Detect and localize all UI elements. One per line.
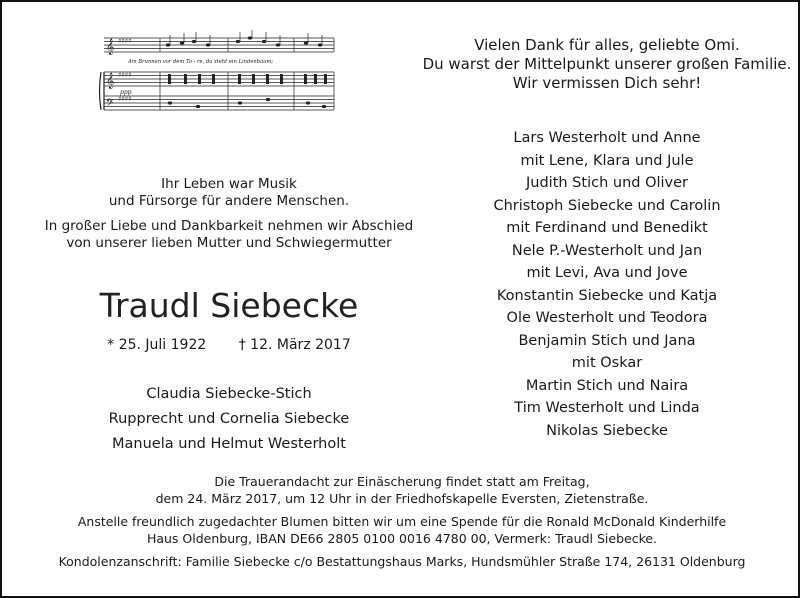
mourner-entry: Benjamin Stich und Jana bbox=[518, 332, 696, 349]
mourner-entry: Martin Stich und Naira bbox=[525, 377, 689, 394]
intro-line: Ihr Leben war Musik bbox=[161, 176, 297, 192]
service-info: dem 24. März 2017, um 12 Uhr in der Friedhofskapelle Eversten, Zietenstraße. bbox=[155, 491, 649, 506]
thanks-line: Wir vermissen Dich sehr! bbox=[512, 74, 702, 92]
mourner-entry: Tim Westerholt und Linda bbox=[514, 400, 700, 416]
mourner-entry: Nikolas Siebecke bbox=[546, 422, 668, 439]
service-notice bbox=[2, 473, 800, 570]
death-date: † 12. März 2017 bbox=[238, 337, 351, 353]
svg-text:♯♯♯♯: ♯♯♯♯ bbox=[118, 37, 132, 45]
service-info: Die Trauerandacht zur Einäscherung findet statt am Freitag, bbox=[214, 474, 590, 489]
svg-text:𝄢: 𝄢 bbox=[106, 97, 114, 111]
condolence-address: Kondolenzanschrift: Familie Siebecke c/o Bestattungshaus Marks, Hundsmühler Straße 174, 26131 Oldenburg bbox=[58, 554, 746, 569]
mourner-entry: Judith Stich und Oliver bbox=[526, 175, 688, 191]
thanks-message bbox=[422, 36, 792, 93]
intro-text bbox=[24, 176, 434, 252]
lyric-text: Am Brunnen vor dem To - re, da steht ein Lindenbaum; bbox=[128, 59, 274, 65]
children-list bbox=[24, 382, 434, 457]
thanks-line: Vielen Dank für alles, geliebte Omi. bbox=[474, 36, 740, 54]
dynamic-mark: ppp bbox=[120, 89, 132, 96]
thanks-line: Du warst der Mittelpunkt unserer großen Familie. bbox=[422, 55, 792, 73]
grandchildren-list bbox=[422, 127, 792, 442]
svg-text:♯♯♯♯: ♯♯♯♯ bbox=[118, 95, 132, 103]
mourner-entry: Lars Westerholt und Anne bbox=[513, 130, 701, 146]
mourner-entry: Nele P.-Westerholt und Jan bbox=[511, 242, 703, 259]
deceased-name: Traudl Siebecke bbox=[99, 286, 359, 325]
mourner-entry: Rupprecht und Cornelia Siebecke bbox=[108, 411, 350, 427]
donation-info: Anstelle freundlich zugedachter Blumen bitten wir um eine Spende für die Ronald McDonald Kinderhilfe bbox=[77, 514, 727, 529]
mourner-entry: Konstantin Siebecke und Katja bbox=[496, 287, 718, 304]
mourner-entry: Christoph Siebecke und Carolin bbox=[493, 197, 721, 214]
mourner-entry: Manuela und Helmut Westerholt bbox=[112, 436, 346, 452]
mourner-entry: Claudia Siebecke-Stich bbox=[146, 386, 312, 402]
mourner-entry: mit Oskar bbox=[571, 355, 643, 371]
life-dates bbox=[24, 336, 434, 354]
mourner-entry: mit Lene, Klara und Jule bbox=[520, 152, 694, 169]
mourner-entry: mit Ferdinand und Benedikt bbox=[506, 220, 708, 236]
intro-line: von unserer lieben Mutter und Schwiegermutter bbox=[66, 235, 392, 251]
intro-line: und Fürsorge für andere Menschen. bbox=[108, 193, 350, 209]
svg-text:𝄞: 𝄞 bbox=[106, 39, 115, 55]
svg-text:𝄞: 𝄞 bbox=[106, 73, 115, 89]
sheet-music-icon bbox=[98, 30, 338, 128]
intro-line: In großer Liebe und Dankbarkeit nehmen wir Abschied bbox=[44, 218, 414, 234]
birth-date: * 25. Juli 1922 bbox=[107, 337, 207, 353]
mourner-entry: mit Levi, Ava und Jove bbox=[526, 265, 688, 281]
donation-info: Haus Oldenburg, IBAN DE66 2805 0100 0016 4780 00, Vermerk: Traudl Siebecke. bbox=[146, 531, 658, 546]
mourner-entry: Ole Westerholt und Teodora bbox=[506, 310, 708, 326]
svg-text:♯♯♯♯: ♯♯♯♯ bbox=[118, 71, 132, 79]
